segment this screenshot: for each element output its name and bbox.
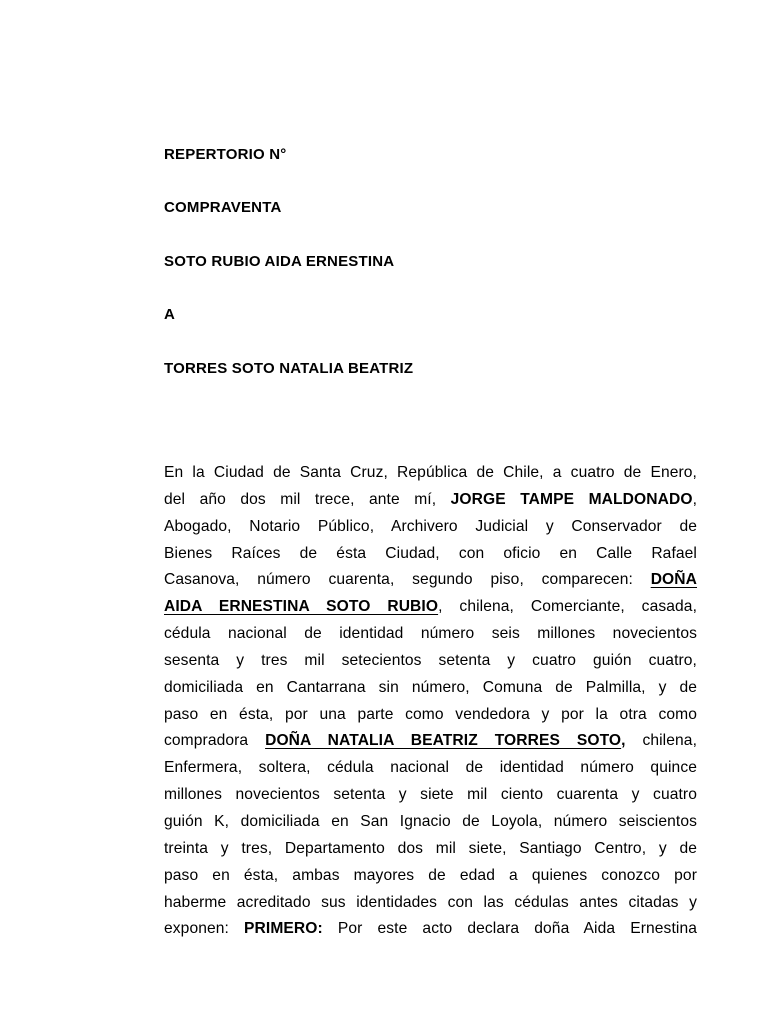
body-text-span: , — [692, 490, 697, 508]
body-text-span: compradora — [164, 732, 249, 750]
buyer-full-name: DOÑA NATALIA BEATRIZ TORRES SOTO — [265, 732, 622, 750]
body-line-9: domiciliada en Cantarrana sin número, Comuna de Palmilla, y de — [164, 678, 697, 696]
body-line-18 — [164, 916, 697, 943]
seller-title: DOÑA — [650, 571, 698, 589]
body-line-14: guión K, domiciliada en San Ignacio de Loyola, número seiscientos — [164, 812, 697, 830]
body-text-span: , chilena, Comerciante, casada, — [438, 598, 697, 616]
body-text-span: Por este acto declara doña Aida Ernestina — [337, 920, 697, 938]
body-text-span: Casanova, número cuarenta, segundo piso, comparecen: — [164, 571, 633, 589]
body-line-2 — [164, 487, 697, 514]
body-line-8: sesenta y tres mil setecientos setenta y cuatro guión cuatro, — [164, 651, 697, 669]
body-line-12: Enfermera, soltera, cédula nacional de identidad número quince — [164, 759, 697, 777]
body-line-16: paso en ésta, ambas mayores de edad a quienes conozco por — [164, 866, 697, 884]
body-line-15: treinta y tres, Departamento dos mil siete, Santiago Centro, y de — [164, 839, 697, 857]
body-text-span: del año dos mil trece, ante mí, — [164, 490, 437, 508]
body-line-13: millones novecientos setenta y siete mil ciento cuarenta y cuatro — [164, 786, 697, 804]
body-text-span: chilena, — [642, 732, 698, 750]
primero-label: PRIMERO: — [244, 920, 323, 938]
body-line-7: cédula nacional de identidad número seis millones novecientos — [164, 625, 697, 643]
body-line-5 — [164, 567, 697, 594]
seller-name-heading: SOTO RUBIO AIDA ERNESTINA — [164, 253, 395, 270]
seller-full-name: AIDA ERNESTINA SOTO RUBIO — [164, 598, 439, 616]
body-line-11 — [164, 728, 697, 755]
buyer-name-comma: , — [621, 732, 626, 750]
deed-body — [164, 460, 697, 943]
body-line-1: En la Ciudad de Santa Cruz, República de Chile, a cuatro de Enero, — [164, 464, 697, 481]
a-heading: A — [164, 306, 176, 323]
body-line-17: haberme acreditado sus identidades con las cédulas antes citadas y — [164, 893, 697, 911]
body-line-10: paso en ésta, por una parte como vendedora y por la otra como — [164, 705, 697, 723]
body-line-4: Bienes Raíces de ésta Ciudad, con oficio en Calle Rafael — [164, 544, 697, 562]
notary-name: JORGE TAMPE MALDONADO — [450, 490, 693, 508]
body-line-6 — [164, 594, 697, 621]
repertorio-heading: REPERTORIO N° — [164, 146, 287, 163]
body-text-span: exponen: — [164, 920, 229, 938]
body-line-3: Abogado, Notario Público, Archivero Judicial y Conservador de — [164, 517, 697, 535]
compraventa-heading: COMPRAVENTA — [164, 199, 282, 216]
buyer-name-heading: TORRES SOTO NATALIA BEATRIZ — [164, 360, 414, 377]
